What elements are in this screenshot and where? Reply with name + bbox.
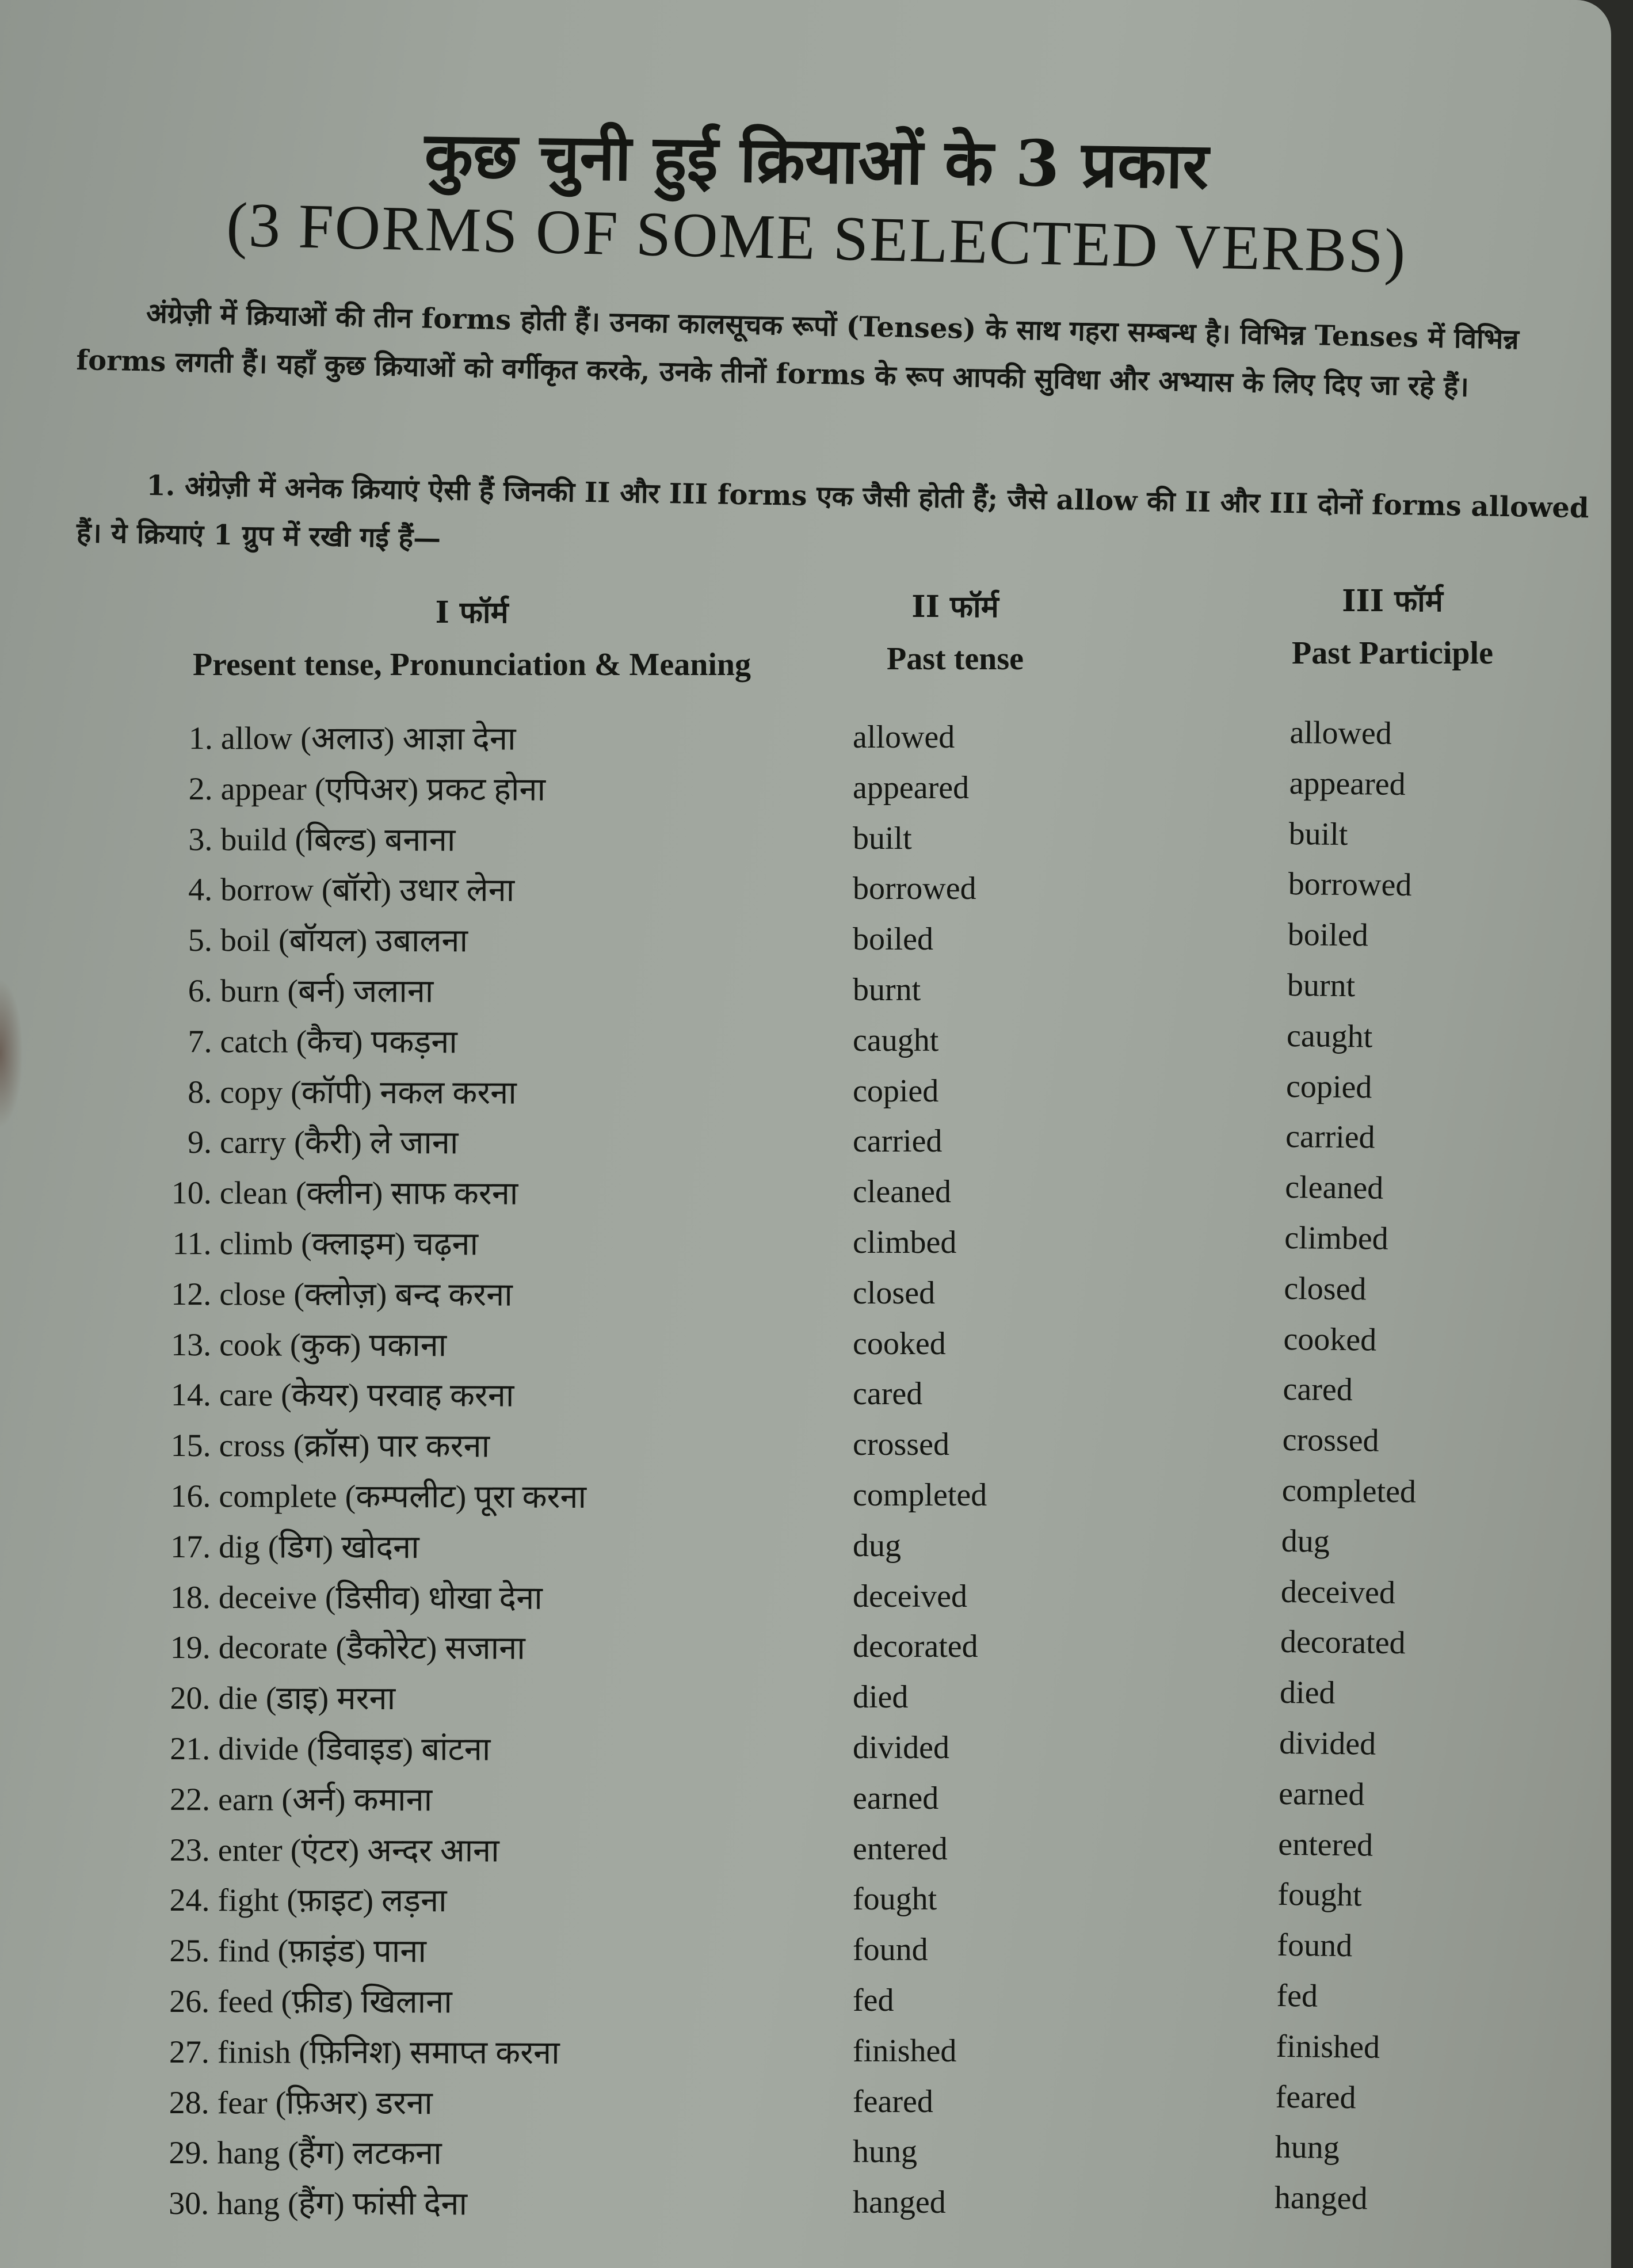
verb-past-participle: deceived (1280, 1573, 1396, 1611)
verb-number: 17. (170, 1528, 211, 1565)
verb-past-participle: died (1279, 1675, 1336, 1712)
verb-present-text: care (केयर) परवाह करना (219, 1377, 514, 1414)
verb-past-tense: built (853, 820, 912, 856)
verb-present-text: catch (कैच) पकड़ना (220, 1024, 457, 1061)
past-tense-column (853, 712, 987, 2228)
verb-present-text: build (बिल्ड) बनाना (220, 821, 456, 858)
verb-number: 20. (170, 1680, 211, 1717)
verb-number: 5. (188, 923, 213, 959)
verb-number: 22. (169, 1781, 211, 1817)
verb-present-text: enter (एंटर) अन्दर आना (218, 1832, 499, 1869)
verb-row-present (155, 1977, 585, 2029)
verb-past-participle: burnt (1287, 967, 1356, 1004)
verb-present-text: earn (अर्न) कमाना (218, 1782, 433, 1818)
verb-number: 25. (169, 1933, 210, 1969)
verb-present-text: climb (क्लाइम) चढ़ना (219, 1226, 479, 1263)
verb-present-text: appear (एपिअर) प्रकट होना (220, 771, 546, 808)
verb-row-present (157, 1219, 587, 1271)
column-header-third-form (1243, 575, 1542, 679)
verb-past-tense: decorated (853, 1629, 978, 1665)
verb-row-present (158, 916, 588, 967)
verb-past-participle: hanged (1274, 2179, 1368, 2217)
verb-number: 24. (169, 1882, 210, 1919)
verb-past-participle: fought (1277, 1877, 1362, 1913)
verb-past-tense: divided (853, 1729, 949, 1766)
verb-number: 21. (170, 1730, 211, 1767)
verb-row-present (157, 1421, 587, 1473)
verb-past-tense: carried (853, 1123, 943, 1160)
verb-present-text: clean (क्लीन) साफ करना (219, 1175, 518, 1212)
verb-past-tense: cleaned (853, 1174, 951, 1210)
verb-row-present (158, 714, 589, 765)
verb-row-present (156, 1623, 586, 1675)
verb-row-present (157, 1370, 587, 1422)
verb-present-text: feed (फ़ीड) खिलाना (218, 1984, 452, 2021)
verb-past-tense: crossed (853, 1427, 949, 1463)
verb-number: 10. (171, 1175, 212, 1211)
verb-number: 9. (187, 1125, 212, 1161)
verb-present-text: carry (कैरी) ले जाना (219, 1125, 459, 1161)
verb-number: 23. (169, 1832, 210, 1868)
verb-row-present (155, 1825, 586, 1877)
verb-past-participle: completed (1281, 1472, 1417, 1510)
verb-present-text: decorate (डैकोरेट) सजाना (218, 1630, 525, 1667)
verb-number: 2. (188, 771, 213, 807)
verb-row-present (155, 1674, 586, 1725)
verb-number: 19. (170, 1630, 211, 1666)
verb-row-present (157, 1118, 587, 1169)
verb-row-present (155, 1775, 586, 1827)
column-header-hindi: III फॉर्म (1342, 584, 1443, 619)
verb-row-present (158, 815, 588, 867)
verb-row-present (156, 1522, 586, 1574)
page-edge-shadow (0, 978, 23, 1128)
verb-past-participle: dug (1281, 1523, 1330, 1560)
verb-number: 14. (170, 1377, 211, 1413)
column-header-english: Past tense (887, 641, 1024, 677)
verb-number: 3. (188, 821, 213, 857)
verb-past-tense: burnt (853, 971, 921, 1008)
verb-past-participle: climbed (1284, 1219, 1389, 1257)
verb-number: 13. (171, 1327, 212, 1363)
column-header-english: Present tense, Pronunciation & Meaning (192, 647, 751, 683)
group-paragraph: 1. अंग्रेज़ी में अनेक क्रियाएं ऐसी हैं जिनकी II और III forms एक जैसी होती हैं; जैसे allow की II और III दोनों forms allowed हैं। ये क्रियाएं 1 ग्रुप में रखी गई हैं— (76, 469, 1589, 555)
verb-present-text: die (डाइ) मरना (218, 1680, 396, 1717)
verb-past-participle: borrowed (1288, 866, 1412, 904)
verb-row-present (156, 1573, 586, 1625)
verb-row-present (157, 1270, 587, 1321)
verb-present-text: fight (फ़ाइट) लड़ना (218, 1882, 447, 1919)
verb-past-tense: borrowed (853, 871, 976, 907)
present-tense-column (154, 714, 589, 2231)
verb-past-participle: fed (1276, 1977, 1318, 2014)
verb-number: 30. (169, 2186, 209, 2222)
verb-past-tense: deceived (853, 1578, 967, 1614)
verb-present-text: copy (कॉपी) नकल करना (220, 1074, 517, 1111)
verb-row-present (158, 865, 588, 917)
verb-row-present (155, 2027, 585, 2079)
page-title-english: (3 FORMS OF SOME SELECTED VERBS) (226, 189, 1407, 287)
verb-past-participle: found (1277, 1927, 1353, 1964)
verb-row-present (154, 2179, 585, 2231)
verb-past-tense: allowed (853, 719, 955, 755)
verb-row-present (154, 2128, 585, 2180)
column-header-second-form (806, 581, 1105, 685)
column-header-first-form (150, 587, 794, 691)
verb-past-tense: climbed (853, 1224, 957, 1260)
verb-present-text: deceive (डिसीव) धोखा देना (218, 1579, 543, 1617)
verb-past-participle: cared (1283, 1371, 1353, 1408)
verb-row-present (158, 764, 589, 816)
verb-number: 28. (169, 2084, 209, 2121)
verb-number: 7. (188, 1023, 212, 1060)
verb-past-participle: crossed (1282, 1422, 1379, 1459)
verb-past-participle: hung (1275, 2129, 1340, 2166)
verb-number: 12. (171, 1276, 212, 1313)
verb-number: 26. (169, 1983, 210, 2020)
verb-number: 27. (169, 2034, 209, 2070)
verb-present-text: cross (क्रॉस) पार करना (219, 1428, 490, 1465)
verb-number: 18. (170, 1579, 211, 1615)
past-participle-column (1274, 708, 1424, 2225)
verb-row-present (157, 1068, 587, 1119)
verb-past-tense: found (853, 1932, 928, 1968)
verb-past-tense: copied (853, 1073, 939, 1109)
verb-past-tense: appeared (853, 769, 970, 806)
verb-present-text: find (फ़ाइंड) पाना (218, 1933, 426, 1970)
verb-row-present (155, 1876, 585, 1927)
verb-present-text: allow (अलाउ) आज्ञा देना (220, 721, 516, 757)
verb-number: 29. (169, 2135, 209, 2171)
verb-past-tense: fed (853, 1982, 894, 2018)
verb-row-present (157, 1320, 587, 1372)
verb-past-participle: appeared (1289, 765, 1406, 802)
verb-present-text: divide (डिवाइड) बांटना (218, 1731, 491, 1768)
verb-past-tense: caught (853, 1022, 939, 1058)
verb-past-tense: feared (853, 2083, 933, 2120)
verb-row-present (157, 1017, 587, 1069)
column-header-hindi: I फॉर्म (435, 595, 509, 630)
verb-past-tense: completed (853, 1477, 987, 1513)
verb-past-participle: entered (1277, 1826, 1373, 1863)
verb-past-tense: earned (853, 1780, 939, 1816)
verb-past-tense: cared (853, 1376, 923, 1412)
verb-past-tense: hanged (853, 2185, 946, 2221)
verb-present-text: borrow (बॉरो) उधार लेना (220, 872, 515, 909)
verb-past-tense: fought (853, 1881, 937, 1918)
verb-past-participle: carried (1285, 1119, 1375, 1156)
verb-past-participle: divided (1279, 1725, 1376, 1762)
verb-number: 15. (170, 1428, 211, 1464)
verb-row-present (158, 966, 588, 1018)
verb-number: 8. (188, 1074, 212, 1110)
verb-past-participle: boiled (1287, 917, 1369, 954)
verb-present-text: complete (कम्पलीट) पूरा करना (219, 1478, 587, 1515)
verb-number: 6. (188, 973, 212, 1009)
verb-present-text: hang (हैंग) लटकना (217, 2135, 442, 2172)
verb-past-participle: caught (1286, 1017, 1373, 1055)
verb-present-text: cook (कुक) पकाना (219, 1327, 447, 1363)
verb-past-tense: died (853, 1679, 909, 1716)
verb-present-text: boil (बॉयल) उबालना (220, 923, 468, 959)
verb-number: 16. (170, 1478, 211, 1515)
verb-past-participle: cleaned (1284, 1169, 1384, 1206)
verb-row-present (155, 2078, 585, 2130)
verb-present-text: hang (हैंग) फांसी देना (217, 2186, 468, 2223)
verb-past-participle: copied (1285, 1068, 1372, 1106)
verb-past-participle: finished (1276, 2028, 1380, 2065)
verb-row-present (156, 1472, 586, 1523)
verb-number: 4. (188, 872, 213, 908)
verb-past-participle: built (1288, 815, 1348, 852)
verb-past-participle: closed (1284, 1270, 1367, 1308)
verb-past-participle: cooked (1283, 1321, 1377, 1358)
verb-row-present (157, 1168, 587, 1220)
page-title-hindi: कुछ चुनी हुई क्रियाओं के 3 प्रकार (423, 117, 1210, 203)
verb-past-participle: feared (1275, 2079, 1356, 2115)
column-header-english: Past Participle (1292, 635, 1493, 671)
verb-past-tense: boiled (853, 921, 933, 958)
verb-past-tense: entered (853, 1831, 948, 1867)
verb-number: 11. (172, 1226, 212, 1262)
verb-present-text: dig (डिग) खोदना (219, 1529, 419, 1565)
verb-past-tense: closed (853, 1275, 936, 1311)
verb-present-text: finish (फ़िनिश) समाप्त करना (217, 2034, 560, 2071)
verb-past-tense: hung (853, 2134, 917, 2170)
verb-present-text: close (क्लोज़) बन्द करना (219, 1276, 513, 1313)
verb-past-tense: cooked (853, 1325, 946, 1362)
verb-present-text: fear (फ़िअर) डरना (217, 2084, 433, 2121)
verb-number: 1. (188, 721, 213, 757)
verb-past-tense: finished (853, 2033, 957, 2069)
column-header-hindi: II फॉर्म (911, 589, 999, 624)
intro-paragraph: अंग्रेज़ी में क्रियाओं की तीन forms होती हैं। उनका कालसूचक रूपों (Tenses) के साथ गहरा सम्बन्ध है। विभिन्न Tenses में विभिन्न forms लगती हैं। यहाँ कुछ क्रियाओं को वर्गीकृत करके, उनके तीनों forms के रूप आपकी सुविधा और अभ्यास के लिए दिए जा रहे हैं। (76, 297, 1520, 403)
verb-past-participle: earned (1278, 1775, 1365, 1813)
verb-past-participle: allowed (1289, 714, 1392, 752)
verb-row-present (155, 1724, 586, 1776)
verb-present-text: burn (बर्न) जलाना (220, 973, 434, 1010)
verb-past-tense: dug (853, 1527, 901, 1564)
verb-past-participle: decorated (1280, 1624, 1406, 1661)
verb-row-present (155, 1926, 585, 1978)
